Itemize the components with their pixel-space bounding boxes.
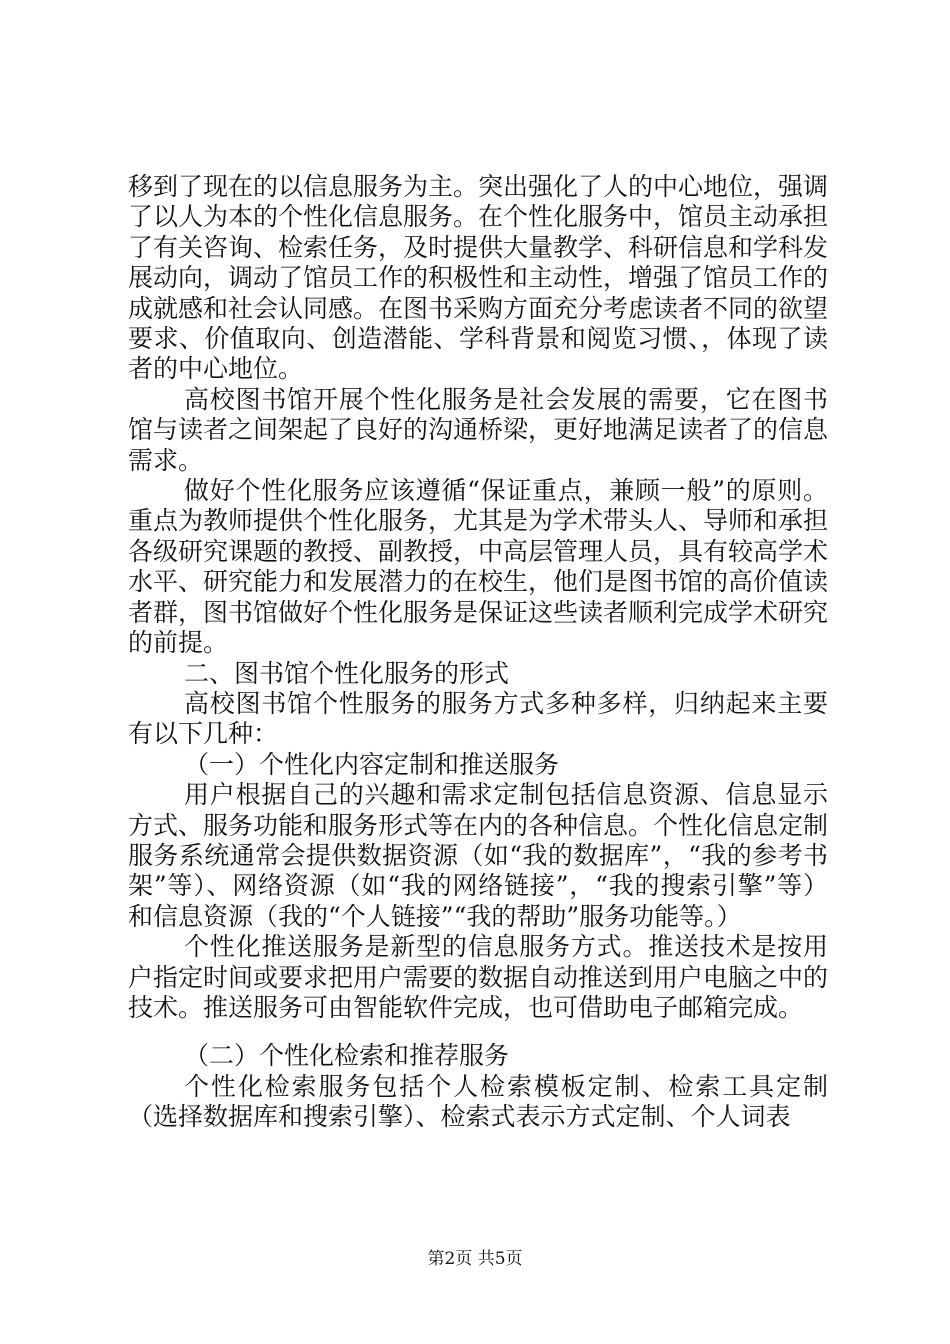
subheading-retrieval-recommend: （二）个性化检索和推荐服务 [184, 1041, 510, 1071]
page-number-footer: 第2页 共5页 [427, 1249, 523, 1269]
paragraph-retrieval: 个性化检索服务包括个人检索模板定制、检索工具定制（选择数据库和搜索引擎）、检索式表示方式定制、个人词表 [128, 1071, 828, 1132]
paragraph-push-service: 个性化推送服务是新型的信息服务方式。推送技术是按用户指定时间或要求把用户需要的数据自动推送到用户电脑之中的技术。推送服务可由智能软件完成，也可借助电子邮箱完成。 [128, 932, 829, 1022]
paragraph-continuation: 移到了现在的以信息服务为主。突出强化了人的中心地位，强调了以人为本的个性化信息服务。在个性化服务中，馆员主动承担了有关咨询、检索任务，及时提供大量教学、科研信息和学科发展动向，调动了馆员工作的积极性和主动性，增强了馆员工作的成就感和社会认同感。在图书采购方面充分考虑读者不同的欲望要求、价值取向、创造潜能、学科背景和阅览习惯、，体现了读者的中心地位。 [128, 172, 829, 384]
document-body [128, 172, 828, 1133]
paragraph-principle: 做好个性化服务应该遵循“保证重点，兼顾一般”的原则。重点为教师提供个性化服务，尤其是为学术带头人、导师和承担各级研究课题的教授、副教授，中高层管理人员，具有较高学术水平、研究能力和发展潜力的在校生，他们是图书馆的高价值读者群，图书馆做好个性化服务是保证这些读者顺利完成学术研究的前提。 [128, 476, 829, 658]
paragraph-service-modes: 高校图书馆个性服务的服务方式多种多样，归纳起来主要有以下几种： [128, 688, 828, 749]
section-heading-forms: 二、图书馆个性化服务的形式 [184, 658, 510, 688]
paragraph-social-need: 高校图书馆开展个性化服务是社会发展的需要，它在图书馆与读者之间架起了良好的沟通桥梁，更好地满足读者了的信息需求。 [128, 384, 829, 475]
subheading-customization-push: （一）个性化内容定制和推送服务 [184, 749, 560, 779]
paragraph-customization: 用户根据自己的兴趣和需求定制包括信息资源、信息显示方式、服务功能和服务形式等在内的各种信息。个性化信息定制服务系统通常会提供数据资源（如“我的数据库”，“我的参考书架”等）、网络资源（如“我的网络链接”，“我的搜索引擎”等）和信息资源（我的“个人链接”“我的帮助”服务功能等。） [128, 780, 829, 931]
